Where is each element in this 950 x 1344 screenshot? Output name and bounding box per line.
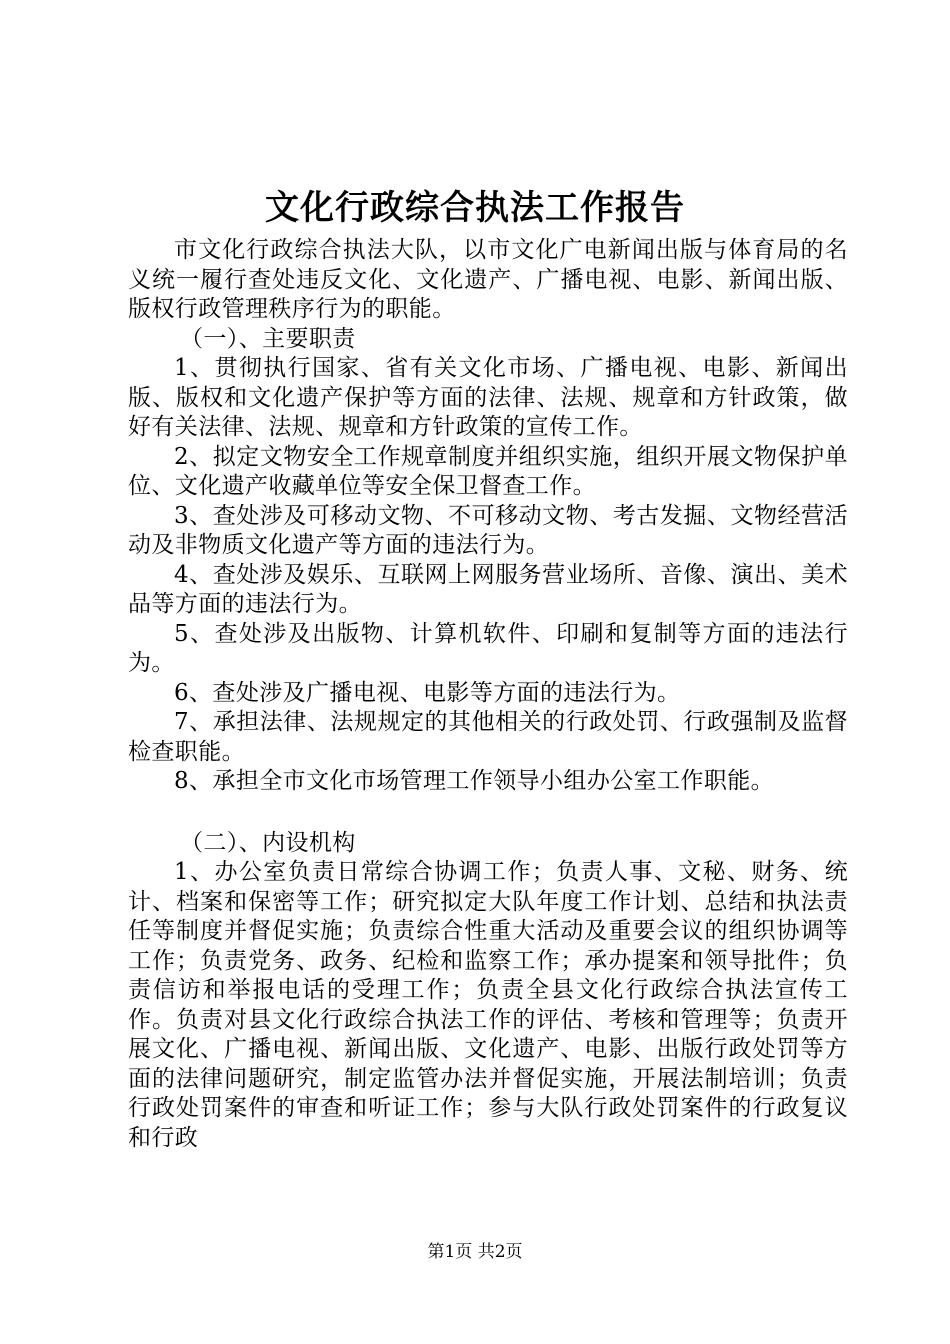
section-heading-main-duties: （一）、主要职责: [180, 325, 356, 352]
department-item: 1、办公室负责日常综合协调工作；负责人事、文秘、财务、统计、档案和保密等工作；研究拟定大队年度工作计划、总结和执法责任等制度并督促实施；负责综合性重大活动及重要会议的组织协调等工作；负责党务、政务、纪检和监察工作；承办提案和领导批件；负责信访和举报电话的受理工作；负责全县文化行政综合执法宣传工作。负责对县文化行政综合执法工作的评估、考核和管理等；负责开展文化、广播电视、新闻出版、文化遗产、电影、出版行政处罚等方面的法律问题研究，制定监管办法并督促实施，开展法制培训；负责行政处罚案件的审查和听证工作；参与大队行政处罚案件的行政复议和行政: [128, 859, 848, 1151]
page-footer: 第1页 共2页: [427, 1242, 523, 1262]
duty-item: 1、贯彻执行国家、省有关文化市场、广播电视、电影、新闻出版、版权和文化遗产保护等方面的法律、法规、规章和方针政策，做好有关法律、法规、规章和方针政策的宣传工作。: [128, 355, 848, 440]
duty-item: 7、承担法律、法规规定的其他相关的行政处罚、行政强制及监督检查职能。: [128, 709, 848, 765]
document-title: 文化行政综合执法工作报告: [265, 188, 685, 228]
intro-paragraph: 市文化行政综合执法大队，以市文化广电新闻出版与体育局的名义统一履行查处违反文化、文化遗产、广播电视、电影、新闻出版、版权行政管理秩序行为的职能。: [128, 237, 848, 322]
duty-item: 3、查处涉及可移动文物、不可移动文物、考古发掘、文物经营活动及非物质文化遗产等方面的违法行为。: [128, 502, 848, 558]
section-spacer: [128, 797, 848, 829]
duty-item: 5、查处涉及出版物、计算机软件、印刷和复制等方面的违法行为。: [128, 620, 848, 676]
duty-item: 6、查处涉及广播电视、电影等方面的违法行为。: [174, 679, 681, 706]
document-body: [128, 236, 848, 1153]
section-heading-internal-departments: （二）、内设机构: [180, 829, 356, 856]
duty-item: 2、拟定文物安全工作规章制度并组织实施，组织开展文物保护单位、文化遗产收藏单位等安全保卫督查工作。: [128, 443, 848, 499]
duty-item: 4、查处涉及娱乐、互联网上网服务营业场所、音像、演出、美术品等方面的违法行为。: [128, 561, 848, 617]
duty-item: 8、承担全市文化市场管理工作领导小组办公室工作职能。: [174, 768, 775, 794]
